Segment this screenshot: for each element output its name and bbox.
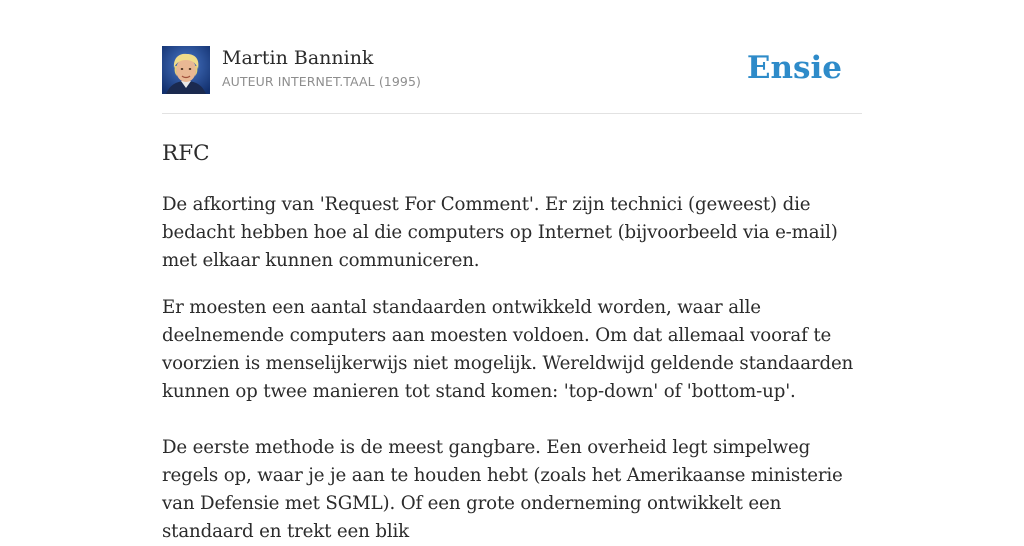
entry-paragraph: De afkorting van 'Request For Comment'. Er zijn technici (geweest) die bedacht hebben hoe al die computers op Internet (bijvoorbeeld via e-mail) met elkaar kunnen communiceren. — [162, 194, 838, 271]
entry-title: RFC — [162, 141, 210, 166]
author-portrait-image — [162, 46, 210, 94]
author-avatar[interactable] — [162, 46, 210, 94]
entry-card — [162, 46, 862, 546]
ensie-logo[interactable]: Ensie — [746, 50, 842, 86]
entry-paragraph: Er moesten een aantal standaarden ontwikkeld worden, waar alle deelnemende computers aan moesten voldoen. Om dat allemaal vooraf te voorzien is menselijkerwijs niet mogelijk. Wereldwijd geldende standaarden kunnen op twee manieren tot stand komen: 'top-down' of 'bottom-up'. — [162, 297, 854, 402]
author-name[interactable]: Martin Bannink — [222, 47, 374, 69]
author-role: AUTEUR INTERNET.TAAL (1995) — [222, 74, 421, 89]
entry-paragraph: De eerste methode is de meest gangbare. Een overheid legt simpelweg regels op, waar je je aan te houden hebt (zoals het Amerikaanse ministerie van Defensie met SGML). Of een grote onderneming ontwikkelt een standaard en trekt een blik — [162, 437, 843, 542]
entry-header — [162, 46, 862, 114]
